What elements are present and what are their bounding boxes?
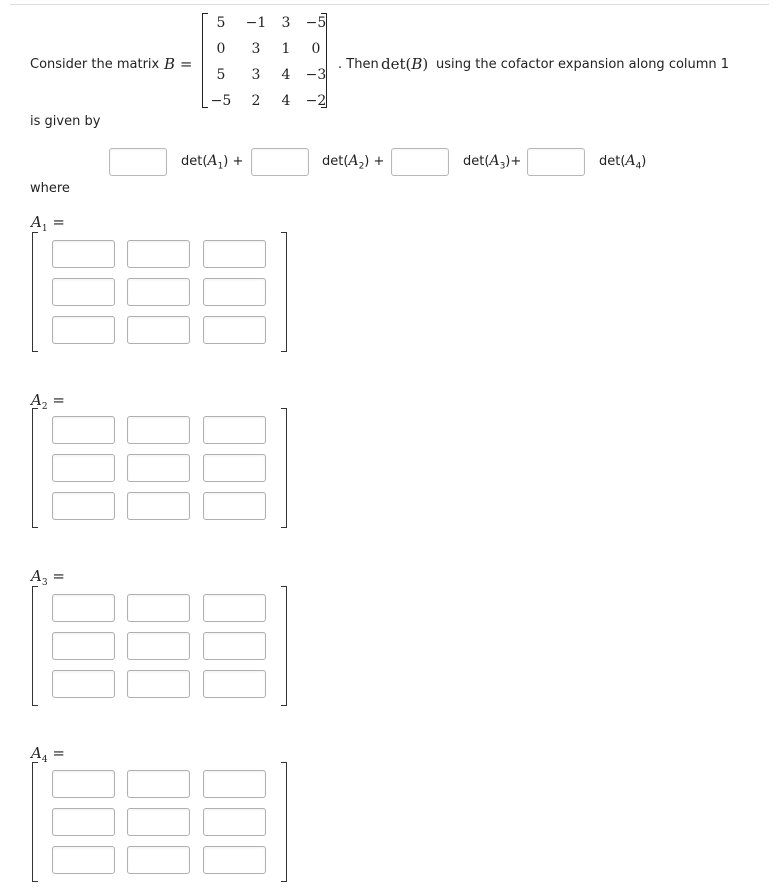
matrix-b-cell: −5 [210,93,232,109]
matrix-b-cell: 5 [216,15,226,31]
matrix-b-cell: −2 [305,93,327,109]
minor-a1-entry-input[interactable] [127,278,190,306]
det-a4-label: $\det(A_4)$ [599,153,647,172]
given-by-text: is given by [30,114,101,129]
minor-a3-right-bracket [281,586,287,706]
minor-a4-label: $A_4$ = [31,744,65,765]
det-a1-label: $\det(A_1)$ + [181,153,244,172]
matrix-b-cell: 0 [311,41,321,57]
minor-a2-entry-input[interactable] [52,416,115,444]
minor-a1-entry-input[interactable] [203,316,266,344]
minor-a4-entry-input[interactable] [127,846,190,874]
coefficient-input-3[interactable] [391,148,449,176]
minor-a2-entry-input[interactable] [203,416,266,444]
matrix-b-cell: 0 [216,41,226,57]
minor-a3-entry-input[interactable] [203,670,266,698]
minor-a3-entry-input[interactable] [127,632,190,660]
matrix-b-cell: 2 [251,93,261,109]
matrix-b-cell: −1 [245,15,267,31]
matrix-b-cell: −3 [305,67,327,83]
top-divider [10,4,769,5]
cofactor-text: using the cofactor expansion along column 1 [436,57,730,72]
minor-a3-label: $A_3$ = [31,567,65,588]
minor-a1-label: $A_1$ = [31,213,65,234]
matrix-b-cell: −5 [305,15,327,31]
minor-a1-entry-input[interactable] [127,316,190,344]
matrix-b-cell: 4 [281,93,291,109]
minor-a2-left-bracket [32,408,38,528]
coefficient-input-4[interactable] [527,148,585,176]
minor-a2-entry-input[interactable] [52,492,115,520]
minor-a4-entry-input[interactable] [203,846,266,874]
minor-a1-left-bracket [32,232,38,352]
det-a2-label: $\det(A_2)$ + [322,153,385,172]
then-text: . Then [338,57,379,72]
minor-a4-entry-input[interactable] [203,808,266,836]
matrix-b-cell: 3 [251,67,261,83]
matrix-b-cell: 5 [216,67,226,83]
minor-a3-entry-input[interactable] [52,632,115,660]
minor-a4-entry-input[interactable] [127,808,190,836]
minor-a4-entry-input[interactable] [203,770,266,798]
minor-a3-entry-input[interactable] [127,594,190,622]
minor-a3-entry-input[interactable] [203,594,266,622]
matrix-name-b: B = [164,55,193,73]
minor-a3-entry-input[interactable] [52,594,115,622]
minor-a3-left-bracket [32,586,38,706]
minor-a2-entry-input[interactable] [127,416,190,444]
minor-a1-entry-input[interactable] [52,316,115,344]
minor-a3-entry-input[interactable] [127,670,190,698]
minor-a1-entry-input[interactable] [52,240,115,268]
det-a3-label: $\det(A_3)+$ [463,153,522,172]
matrix-b-cell: 1 [281,41,291,57]
minor-a1-entry-input[interactable] [52,278,115,306]
minor-a3-entry-input[interactable] [203,632,266,660]
intro-text: Consider the matrix [30,57,160,72]
det-b: det(B) [381,55,429,73]
minor-a4-entry-input[interactable] [52,808,115,836]
minor-a2-entry-input[interactable] [203,492,266,520]
coefficient-input-1[interactable] [109,148,167,176]
minor-a1-entry-input[interactable] [127,240,190,268]
minor-a2-entry-input[interactable] [127,454,190,482]
minor-a2-entry-input[interactable] [52,454,115,482]
minor-a4-left-bracket [32,762,38,882]
matrix-b-cell: 4 [281,67,291,83]
minor-a4-right-bracket [281,762,287,882]
minor-a2-label: $A_2$ = [31,391,65,412]
minor-a1-entry-input[interactable] [203,240,266,268]
matrix-b-cell: 3 [281,15,291,31]
minor-a2-entry-input[interactable] [127,492,190,520]
minor-a4-entry-input[interactable] [52,770,115,798]
minor-a4-entry-input[interactable] [52,846,115,874]
where-text: where [30,181,70,196]
minor-a2-right-bracket [281,408,287,528]
coefficient-input-2[interactable] [251,148,309,176]
minor-a4-entry-input[interactable] [127,770,190,798]
minor-a3-entry-input[interactable] [52,670,115,698]
matrix-b-cell: 3 [251,41,261,57]
minor-a2-entry-input[interactable] [203,454,266,482]
minor-a1-right-bracket [281,232,287,352]
minor-a1-entry-input[interactable] [203,278,266,306]
